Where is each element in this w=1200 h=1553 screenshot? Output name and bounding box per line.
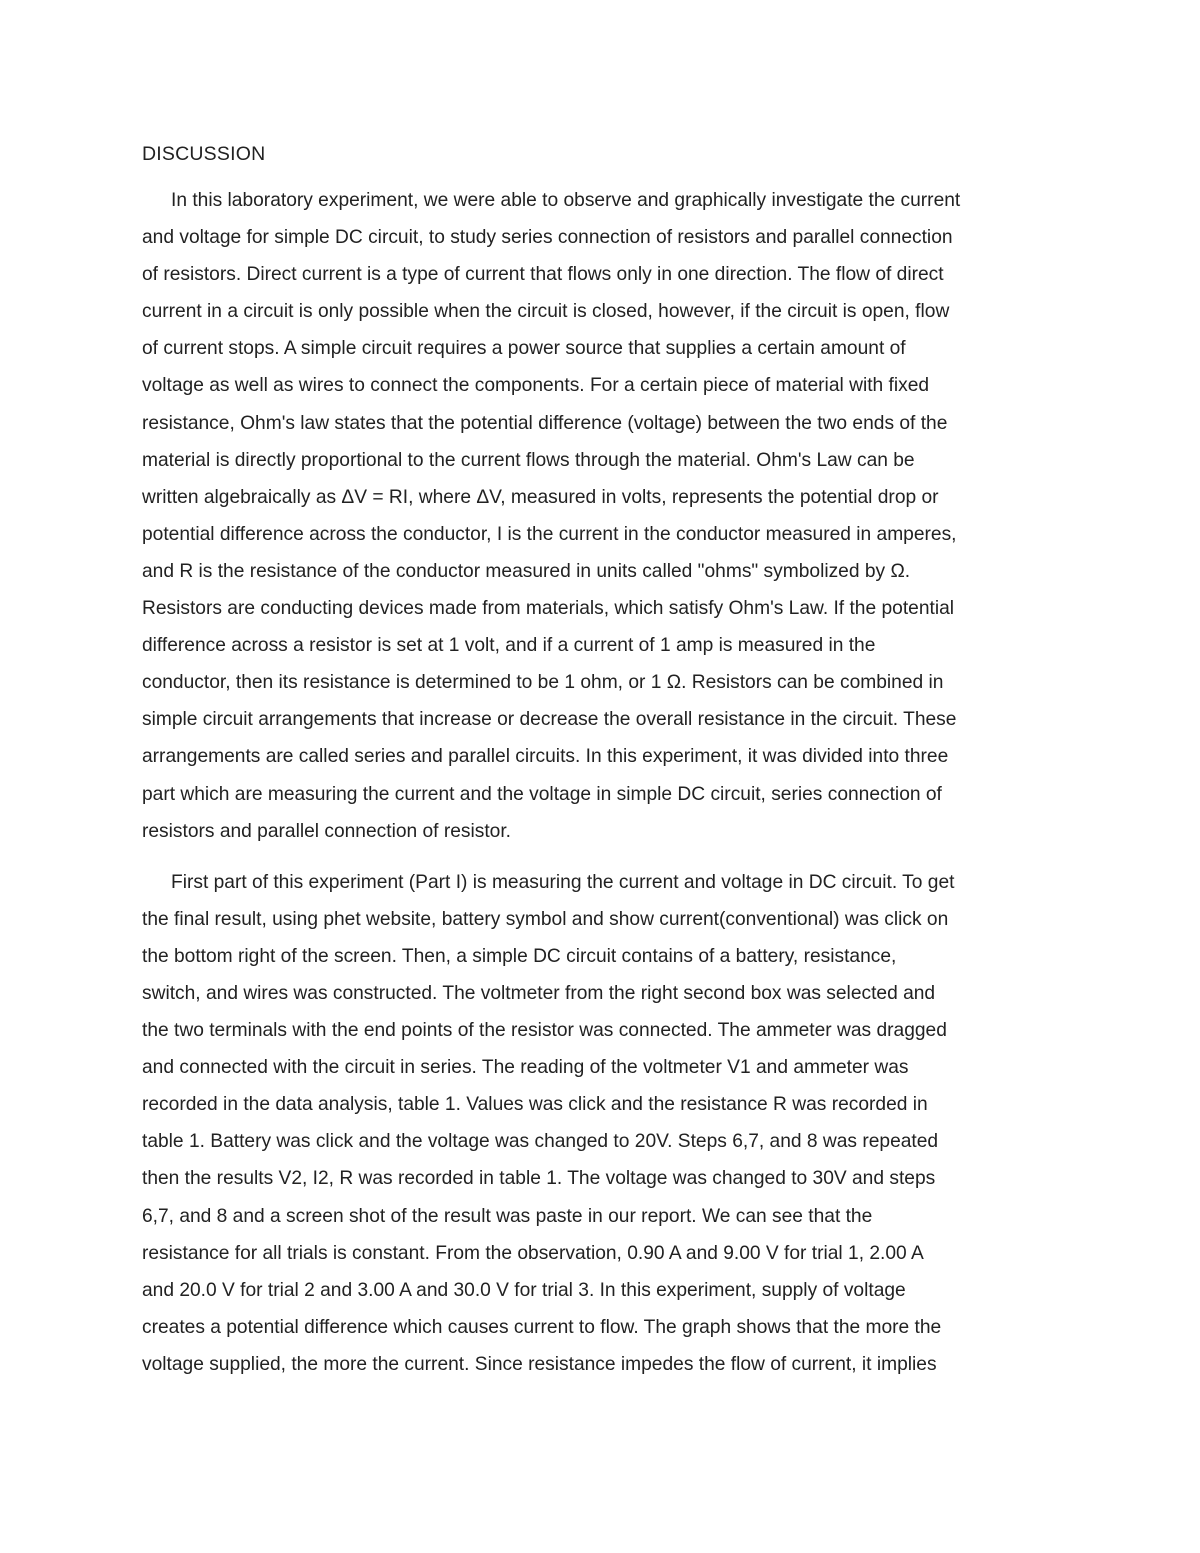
text-line: and connected with the circuit in series. The reading of the voltmeter V1 and ammeter was: [142, 1057, 909, 1079]
text-line: resistance for all trials is constant. From the observation, 0.90 A and 9.00 V for trial 1, 2.00 A: [142, 1242, 924, 1264]
text-line: current in a circuit is only possible when the circuit is closed, however, if the circuit is open, flow: [142, 301, 950, 323]
text-line: conductor, then its resistance is determined to be 1 ohm, or 1 Ω. Resistors can be combined in: [142, 672, 944, 694]
text-line: written algebraically as ΔV = RI, where ΔV, measured in volts, represents the potential drop or: [142, 486, 939, 508]
text-line: the final result, using phet website, battery symbol and show current(conventional) was click on: [142, 908, 949, 930]
text-line: of current stops. A simple circuit requires a power source that supplies a certain amount of: [142, 338, 906, 360]
text-line: simple circuit arrangements that increase or decrease the overall resistance in the circuit. These: [142, 709, 957, 731]
text-line: and 20.0 V for trial 2 and 3.00 A and 30.0 V for trial 3. In this experiment, supply of voltage: [142, 1279, 906, 1301]
text-line: part which are measuring the current and the voltage in simple DC circuit, series connection of: [142, 783, 942, 805]
text-line: voltage as well as wires to connect the components. For a certain piece of material with fixed: [142, 375, 930, 397]
text-line: material is directly proportional to the current flows through the material. Ohm's Law can be: [142, 449, 915, 471]
text-line: the bottom right of the screen. Then, a simple DC circuit contains of a battery, resistance,: [142, 945, 897, 967]
text-line: difference across a resistor is set at 1 volt, and if a current of 1 amp is measured in the: [142, 635, 876, 657]
text-line: then the results V2, I2, R was recorded in table 1. The voltage was changed to 30V and steps: [142, 1168, 936, 1190]
text-line: Resistors are conducting devices made from materials, which satisfy Ohm's Law. If the potential: [142, 598, 955, 620]
text-line: 6,7, and 8 and a screen shot of the result was paste in our report. We can see that the: [142, 1205, 873, 1227]
text-line: and voltage for simple DC circuit, to study series connection of resistors and parallel connection: [142, 227, 953, 249]
text-line: In this laboratory experiment, we were able to observe and graphically investigate the current: [171, 190, 961, 211]
text-line: First part of this experiment (Part I) is measuring the current and voltage in DC circuit. To get: [171, 871, 955, 893]
text-line: the two terminals with the end points of the resistor was connected. The ammeter was dragged: [142, 1020, 947, 1042]
text-line: of resistors. Direct current is a type of current that flows only in one direction. The flow of direct: [142, 264, 944, 286]
text-line: and R is the resistance of the conductor measured in units called "ohms" symbolized by Ω.: [142, 560, 911, 582]
text-line: switch, and wires was constructed. The voltmeter from the right second box was selected and: [142, 982, 936, 1004]
text-line: creates a potential difference which causes current to flow. The graph shows that the more the: [142, 1316, 942, 1338]
paragraph-intro: [142, 182, 1062, 850]
text-line: potential difference across the conductor, I is the current in the conductor measured in amperes,: [142, 523, 957, 545]
paragraph-part-one: [142, 864, 1062, 1383]
text-line: resistors and parallel connection of resistor.: [142, 820, 512, 842]
text-line: arrangements are called series and parallel circuits. In this experiment, it was divided into three: [142, 746, 949, 768]
text-line: recorded in the data analysis, table 1. Values was click and the resistance R was recorded in: [142, 1094, 928, 1116]
text-line: table 1. Battery was click and the voltage was changed to 20V. Steps 6,7, and 8 was repeated: [142, 1131, 939, 1153]
document-body: [142, 140, 1062, 1383]
text-line: resistance, Ohm's law states that the potential difference (voltage) between the two ends of the: [142, 412, 948, 434]
section-heading: DISCUSSION: [142, 143, 266, 165]
text-line: voltage supplied, the more the current. Since resistance impedes the flow of current, it implies: [142, 1353, 937, 1375]
